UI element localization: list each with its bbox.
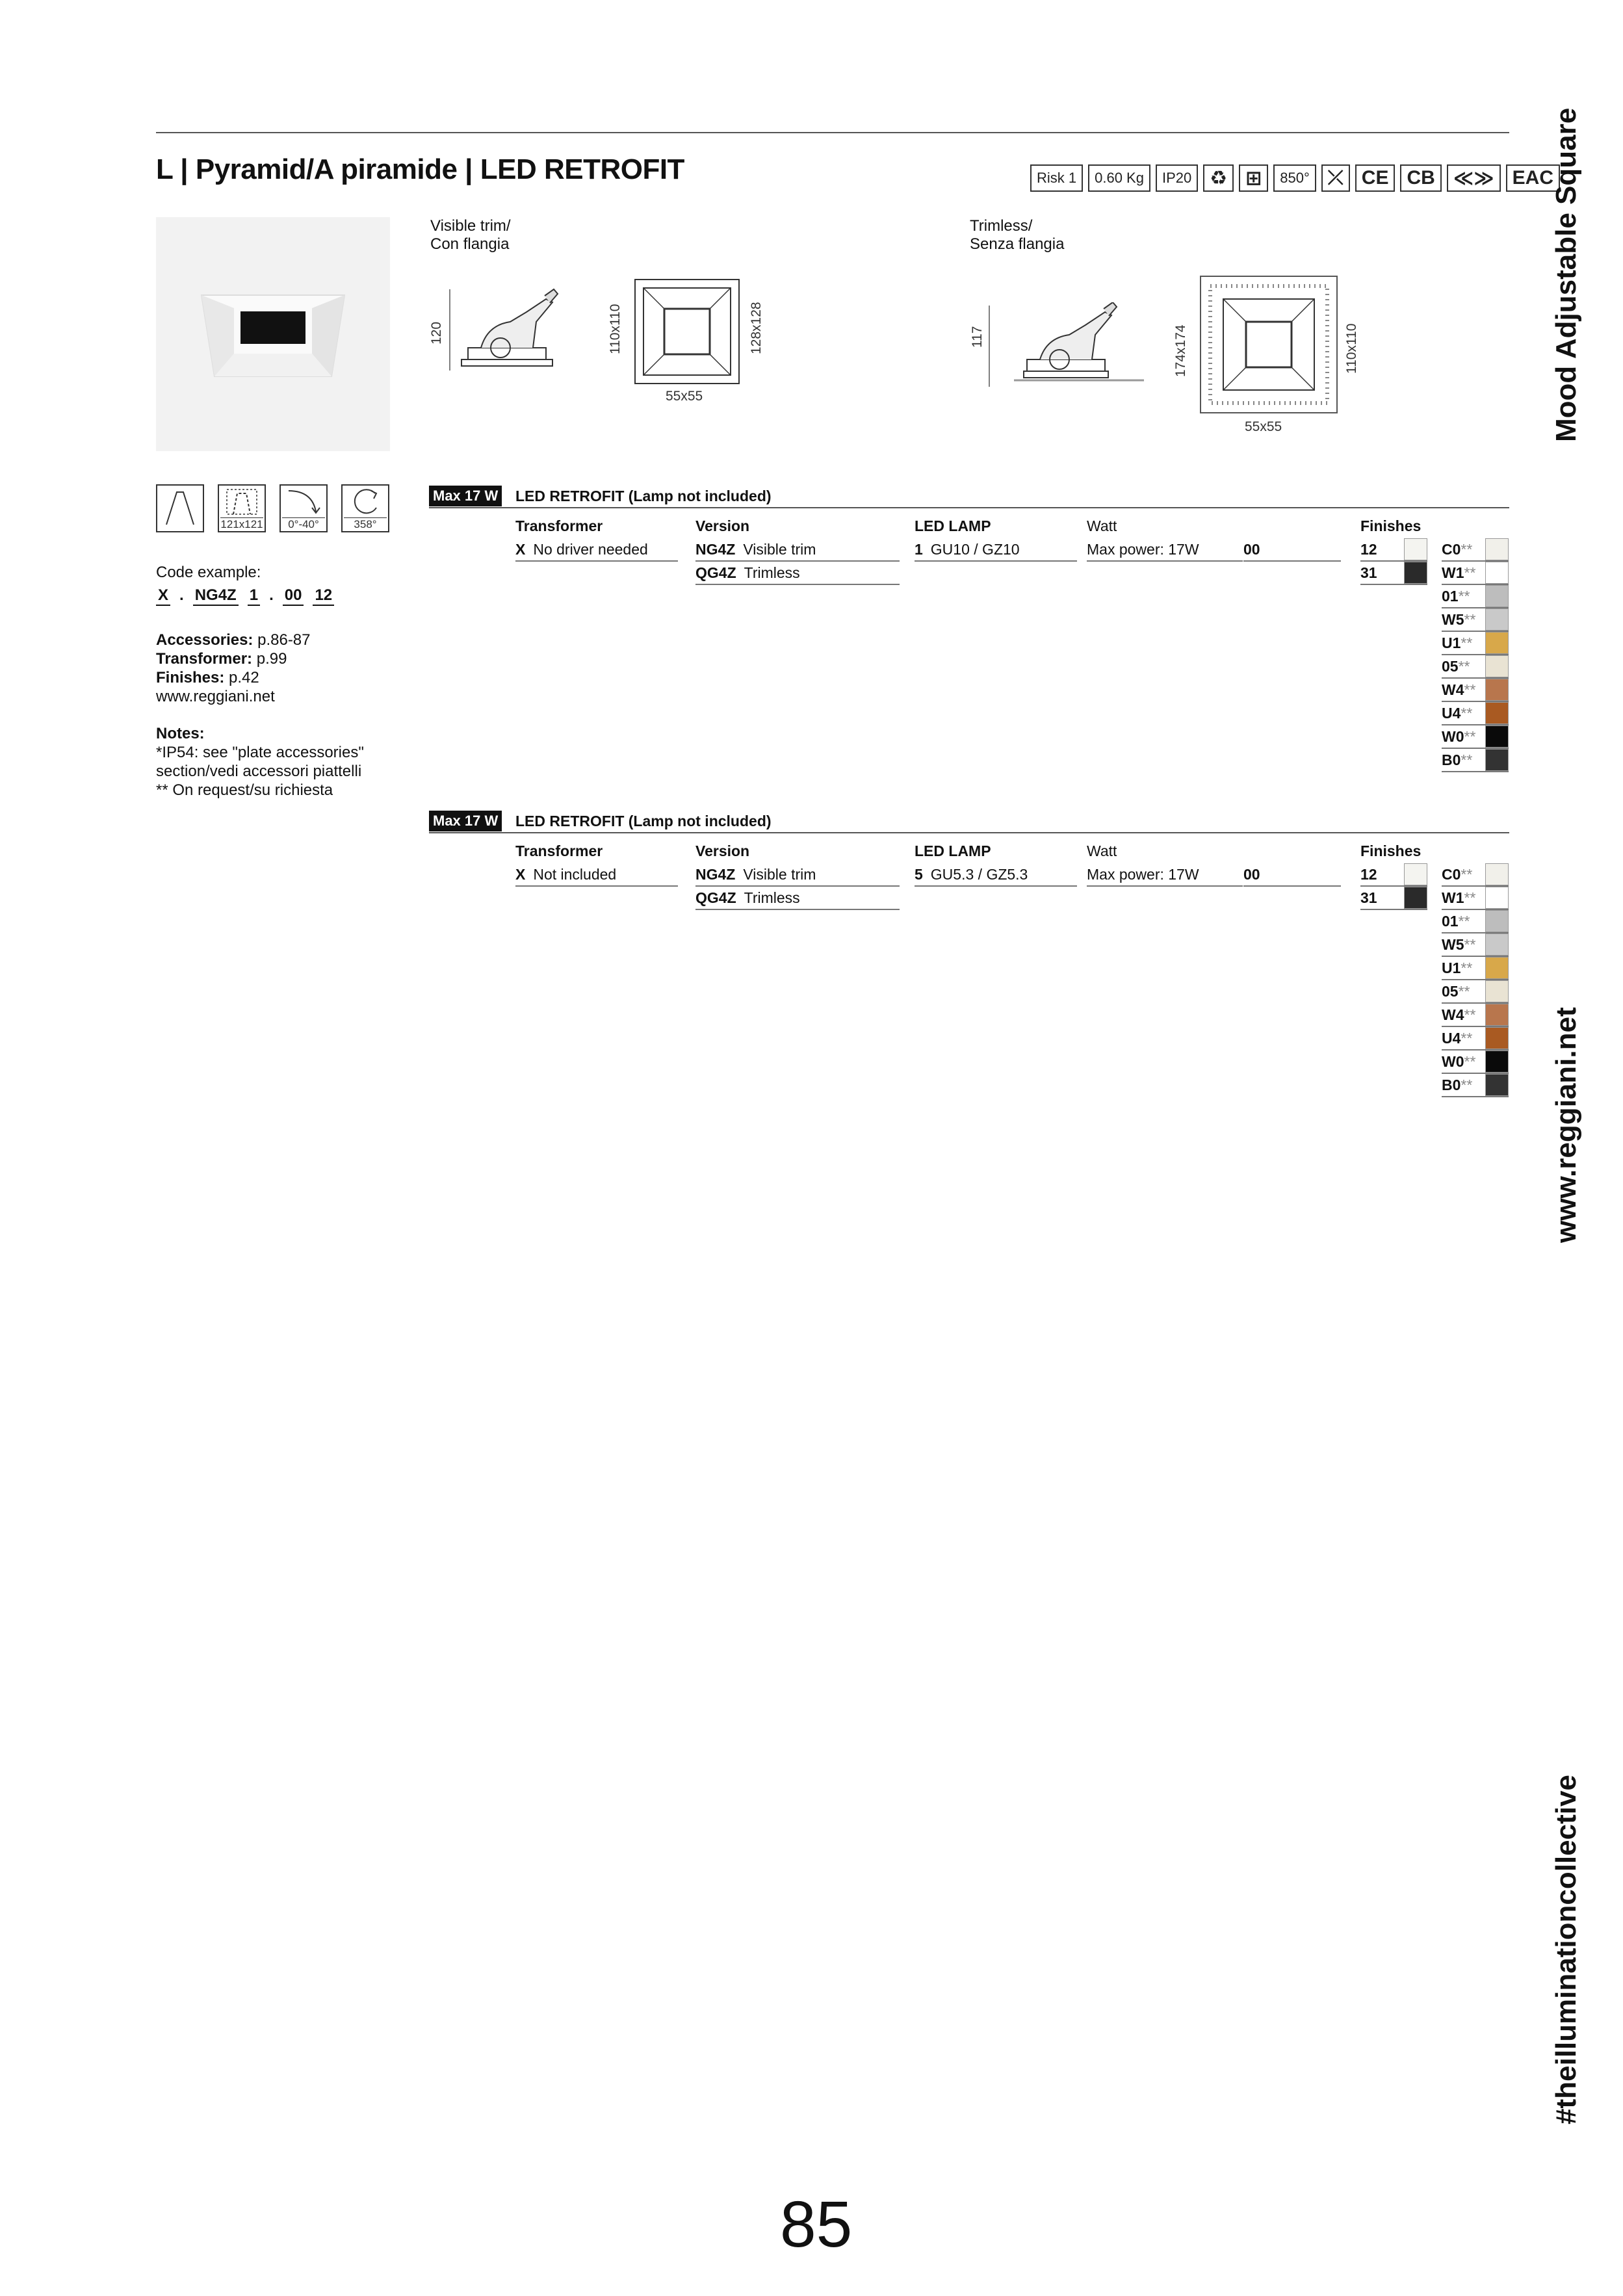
finish-u4: U4** bbox=[1442, 702, 1509, 725]
trimless-side-drawing bbox=[988, 302, 1144, 393]
s1-version-qg4z: QG4Z Trimless bbox=[695, 562, 900, 585]
approval-mark-icon: ≪≫ bbox=[1447, 164, 1501, 192]
s2-version-ng4z: NG4Z Visible trim bbox=[695, 863, 900, 887]
code-example-label: Code example: bbox=[156, 564, 261, 581]
references-block bbox=[156, 631, 311, 706]
trimless-label: Trimless/ Senza flangia bbox=[970, 217, 1065, 253]
s1-watt-code: 00 bbox=[1243, 538, 1341, 562]
recycle-icon: ♻ bbox=[1203, 164, 1234, 192]
side-website: www.reggiani.net bbox=[1550, 1007, 1582, 1243]
glow-wire-mark: 850° bbox=[1273, 164, 1316, 192]
s2-lamp-option: 5 GU5.3 / GZ5.3 bbox=[915, 863, 1077, 887]
s2-watt-option: Max power: 17W bbox=[1087, 863, 1243, 887]
product-photo bbox=[156, 217, 390, 451]
vt-height-dim: 120 bbox=[429, 321, 444, 345]
visible-trim-top-drawing bbox=[632, 276, 742, 387]
transformer-ref: Transformer: p.99 bbox=[156, 650, 287, 668]
section-1-title: LED RETROFIT (Lamp not included) bbox=[515, 488, 772, 504]
col-transformer: Transformer bbox=[515, 842, 603, 859]
finish-05: 05** bbox=[1442, 655, 1509, 679]
finish-b0: B0** bbox=[1442, 1074, 1509, 1097]
col-transformer: Transformer bbox=[515, 517, 603, 534]
beam-icon bbox=[156, 484, 204, 532]
website-link[interactable]: www.reggiani.net bbox=[156, 688, 275, 705]
finishes-ref: Finishes: p.42 bbox=[156, 669, 259, 686]
finish-u1: U1** bbox=[1442, 957, 1509, 980]
page-number: 85 bbox=[780, 2188, 853, 2261]
trimless-top-drawing bbox=[1197, 273, 1340, 416]
top-rule bbox=[156, 132, 1509, 133]
fixture-image bbox=[156, 217, 390, 451]
page-title: L | Pyramid/A piramide | LED RETROFIT bbox=[156, 153, 684, 185]
notes-block: Notes: *IP54: see "plate accessories" section/vedi accessori piattelli ** On request/su richiesta bbox=[156, 725, 364, 799]
finish-12: 12 bbox=[1360, 863, 1427, 887]
s1-transformer-option: X No driver needed bbox=[515, 538, 678, 562]
finish-05: 05** bbox=[1442, 980, 1509, 1004]
finish-w4: W4** bbox=[1442, 679, 1509, 702]
code-example: X . NG4Z 1 . 00 12 bbox=[156, 586, 343, 606]
rotation-icon bbox=[341, 484, 389, 532]
class-mark-icon: ⊞ bbox=[1239, 164, 1268, 192]
col-finishes: Finishes bbox=[1360, 517, 1422, 534]
tl-outer-dim: 174x174 bbox=[1173, 324, 1188, 377]
eac-mark: EAC bbox=[1506, 164, 1560, 192]
side-product-name: Mood Adjustable Square bbox=[1550, 107, 1582, 442]
section-1-badge: Max 17 W bbox=[429, 486, 502, 506]
tl-opening-dim: 55x55 bbox=[1245, 419, 1282, 434]
vt-inner-dim: 110x110 bbox=[608, 304, 623, 354]
side-hashtag: #theilluminationcollective bbox=[1550, 1775, 1582, 2124]
swatch bbox=[1404, 538, 1427, 560]
vt-opening-dim: 55x55 bbox=[666, 389, 703, 404]
vt-outer-dim: 128x128 bbox=[749, 302, 764, 354]
col-watt: Watt bbox=[1087, 842, 1117, 859]
section-1-rule bbox=[429, 507, 1509, 508]
tl-inner-dim: 110x110 bbox=[1344, 323, 1359, 374]
risk-mark: Risk 1 bbox=[1030, 164, 1083, 192]
s1-lamp-option: 1 GU10 / GZ10 bbox=[915, 538, 1077, 562]
finish-12: 12 bbox=[1360, 538, 1427, 562]
finish-b0: B0** bbox=[1442, 749, 1509, 772]
ip-rating-mark: IP20 bbox=[1156, 164, 1198, 192]
no-insulation-icon: ⤫ bbox=[1321, 164, 1350, 192]
finish-w1: W1** bbox=[1442, 887, 1509, 910]
finish-c0: C0** bbox=[1442, 863, 1509, 887]
col-version: Version bbox=[695, 517, 750, 534]
finish-w1: W1** bbox=[1442, 562, 1509, 585]
col-led-lamp: LED LAMP bbox=[915, 842, 991, 859]
finish-c0: C0** bbox=[1442, 538, 1509, 562]
section-2-rule bbox=[429, 832, 1509, 833]
col-led-lamp: LED LAMP bbox=[915, 517, 991, 534]
finish-w4: W4** bbox=[1442, 1004, 1509, 1027]
visible-trim-side-drawing bbox=[448, 286, 565, 377]
visible-trim-label: Visible trim/ Con flangia bbox=[430, 217, 511, 253]
ce-mark: CE bbox=[1355, 164, 1396, 192]
cb-mark: CB bbox=[1400, 164, 1441, 192]
s1-version-ng4z: NG4Z Visible trim bbox=[695, 538, 900, 562]
weight-mark: 0.60 Kg bbox=[1088, 164, 1150, 192]
cutout-label: 121x121 bbox=[220, 518, 263, 530]
finish-31: 31 bbox=[1360, 562, 1427, 585]
swatch bbox=[1404, 562, 1427, 584]
section-2-title: LED RETROFIT (Lamp not included) bbox=[515, 813, 772, 829]
col-watt: Watt bbox=[1087, 517, 1117, 534]
finish-01: 01** bbox=[1442, 910, 1509, 933]
rotation-label: 358° bbox=[344, 517, 387, 530]
finish-u1: U1** bbox=[1442, 632, 1509, 655]
tilt-label: 0°-40° bbox=[282, 517, 325, 530]
certification-marks bbox=[1030, 164, 1560, 192]
finish-w0: W0** bbox=[1442, 725, 1509, 749]
s2-optional-finishes bbox=[1442, 863, 1509, 1097]
s1-watt-option: Max power: 17W bbox=[1087, 538, 1243, 562]
s1-optional-finishes bbox=[1442, 538, 1509, 772]
col-version: Version bbox=[695, 842, 750, 859]
finish-01: 01** bbox=[1442, 585, 1509, 608]
finish-w5: W5** bbox=[1442, 608, 1509, 632]
finish-w0: W0** bbox=[1442, 1050, 1509, 1074]
cutout-icon bbox=[218, 484, 266, 532]
accessories-ref: Accessories: p.86-87 bbox=[156, 631, 311, 649]
section-2-badge: Max 17 W bbox=[429, 811, 502, 831]
s2-version-qg4z: QG4Z Trimless bbox=[695, 887, 900, 910]
col-finishes: Finishes bbox=[1360, 842, 1422, 859]
s1-standard-finishes bbox=[1360, 538, 1427, 585]
s2-transformer-option: X Not included bbox=[515, 863, 678, 887]
finish-31: 31 bbox=[1360, 887, 1427, 910]
tilt-icon bbox=[279, 484, 328, 532]
s2-watt-code: 00 bbox=[1243, 863, 1341, 887]
s2-standard-finishes bbox=[1360, 863, 1427, 910]
finish-w5: W5** bbox=[1442, 933, 1509, 957]
tl-height-dim: 117 bbox=[970, 326, 985, 348]
finish-u4: U4** bbox=[1442, 1027, 1509, 1050]
